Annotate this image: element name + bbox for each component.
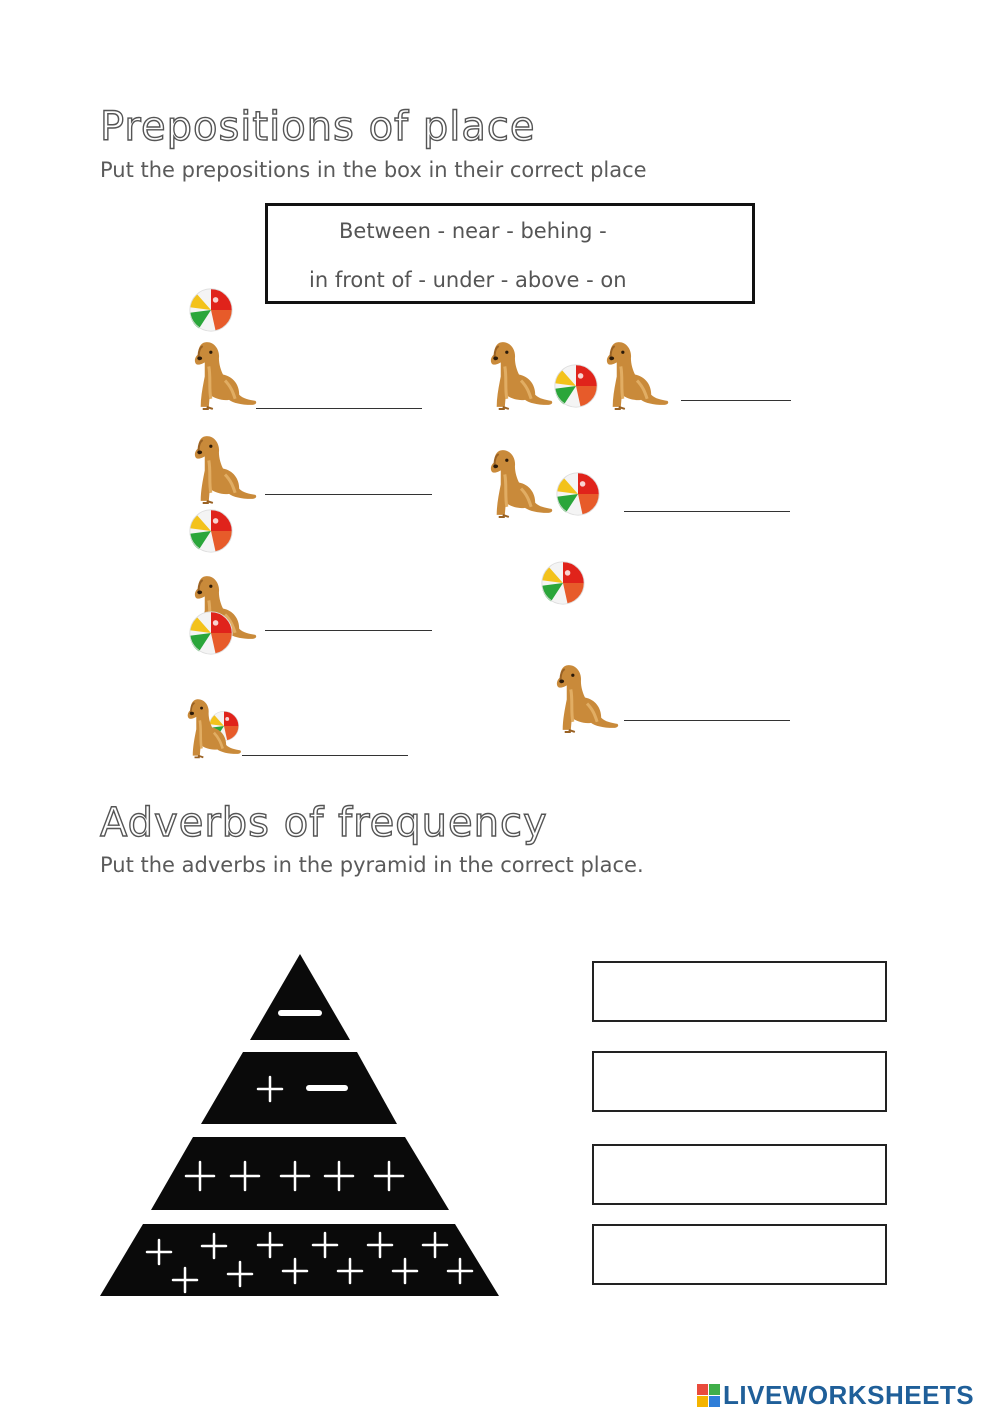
pyramid-tier-3 [151,1137,449,1210]
prepositions-instruction: Put the prepositions in the box in their correct place [100,158,647,182]
dog-icon [188,336,260,412]
dog-icon [600,336,672,412]
answer-box-3[interactable] [592,1144,887,1205]
answer-box-1[interactable] [592,961,887,1022]
pyramid-tier-2 [201,1052,397,1124]
answer-blank-5[interactable] [265,630,432,631]
answer-blank-4[interactable] [624,511,790,512]
dog-icon [550,659,622,735]
beach-ball-icon [188,287,234,333]
adverbs-instruction: Put the adverbs in the pyramid in the correct place. [100,853,644,877]
dog-icon [188,430,260,506]
beach-ball-icon [188,508,234,554]
word-box [265,203,755,304]
beach-ball-icon [555,471,601,517]
answer-blank-7[interactable] [242,755,408,756]
answer-blank-1[interactable] [256,408,422,409]
prepositions-title: Prepositions of place [100,104,536,150]
adverbs-title: Adverbs of frequency [100,800,548,846]
liveworksheets-logo [697,1380,974,1411]
dog-icon [182,694,244,760]
answer-box-4[interactable] [592,1224,887,1285]
brand-text: LIVEWORKSHEETS [723,1380,975,1410]
answer-blank-2[interactable] [681,400,791,401]
beach-ball-icon [553,363,599,409]
liveworksheets-logo-icon [697,1384,721,1408]
beach-ball-icon [188,610,234,656]
answer-box-2[interactable] [592,1051,887,1112]
beach-ball-icon [540,560,586,606]
answer-blank-3[interactable] [265,494,432,495]
pyramid-tier-1 [250,954,350,1040]
frequency-pyramid [95,948,505,1303]
word-box-line-1: Between - near - behing - [339,219,607,243]
dog-icon [484,336,556,412]
answer-blank-6[interactable] [624,720,790,721]
dog-icon [484,444,556,520]
word-box-line-2: in front of - under - above - on [309,268,627,292]
